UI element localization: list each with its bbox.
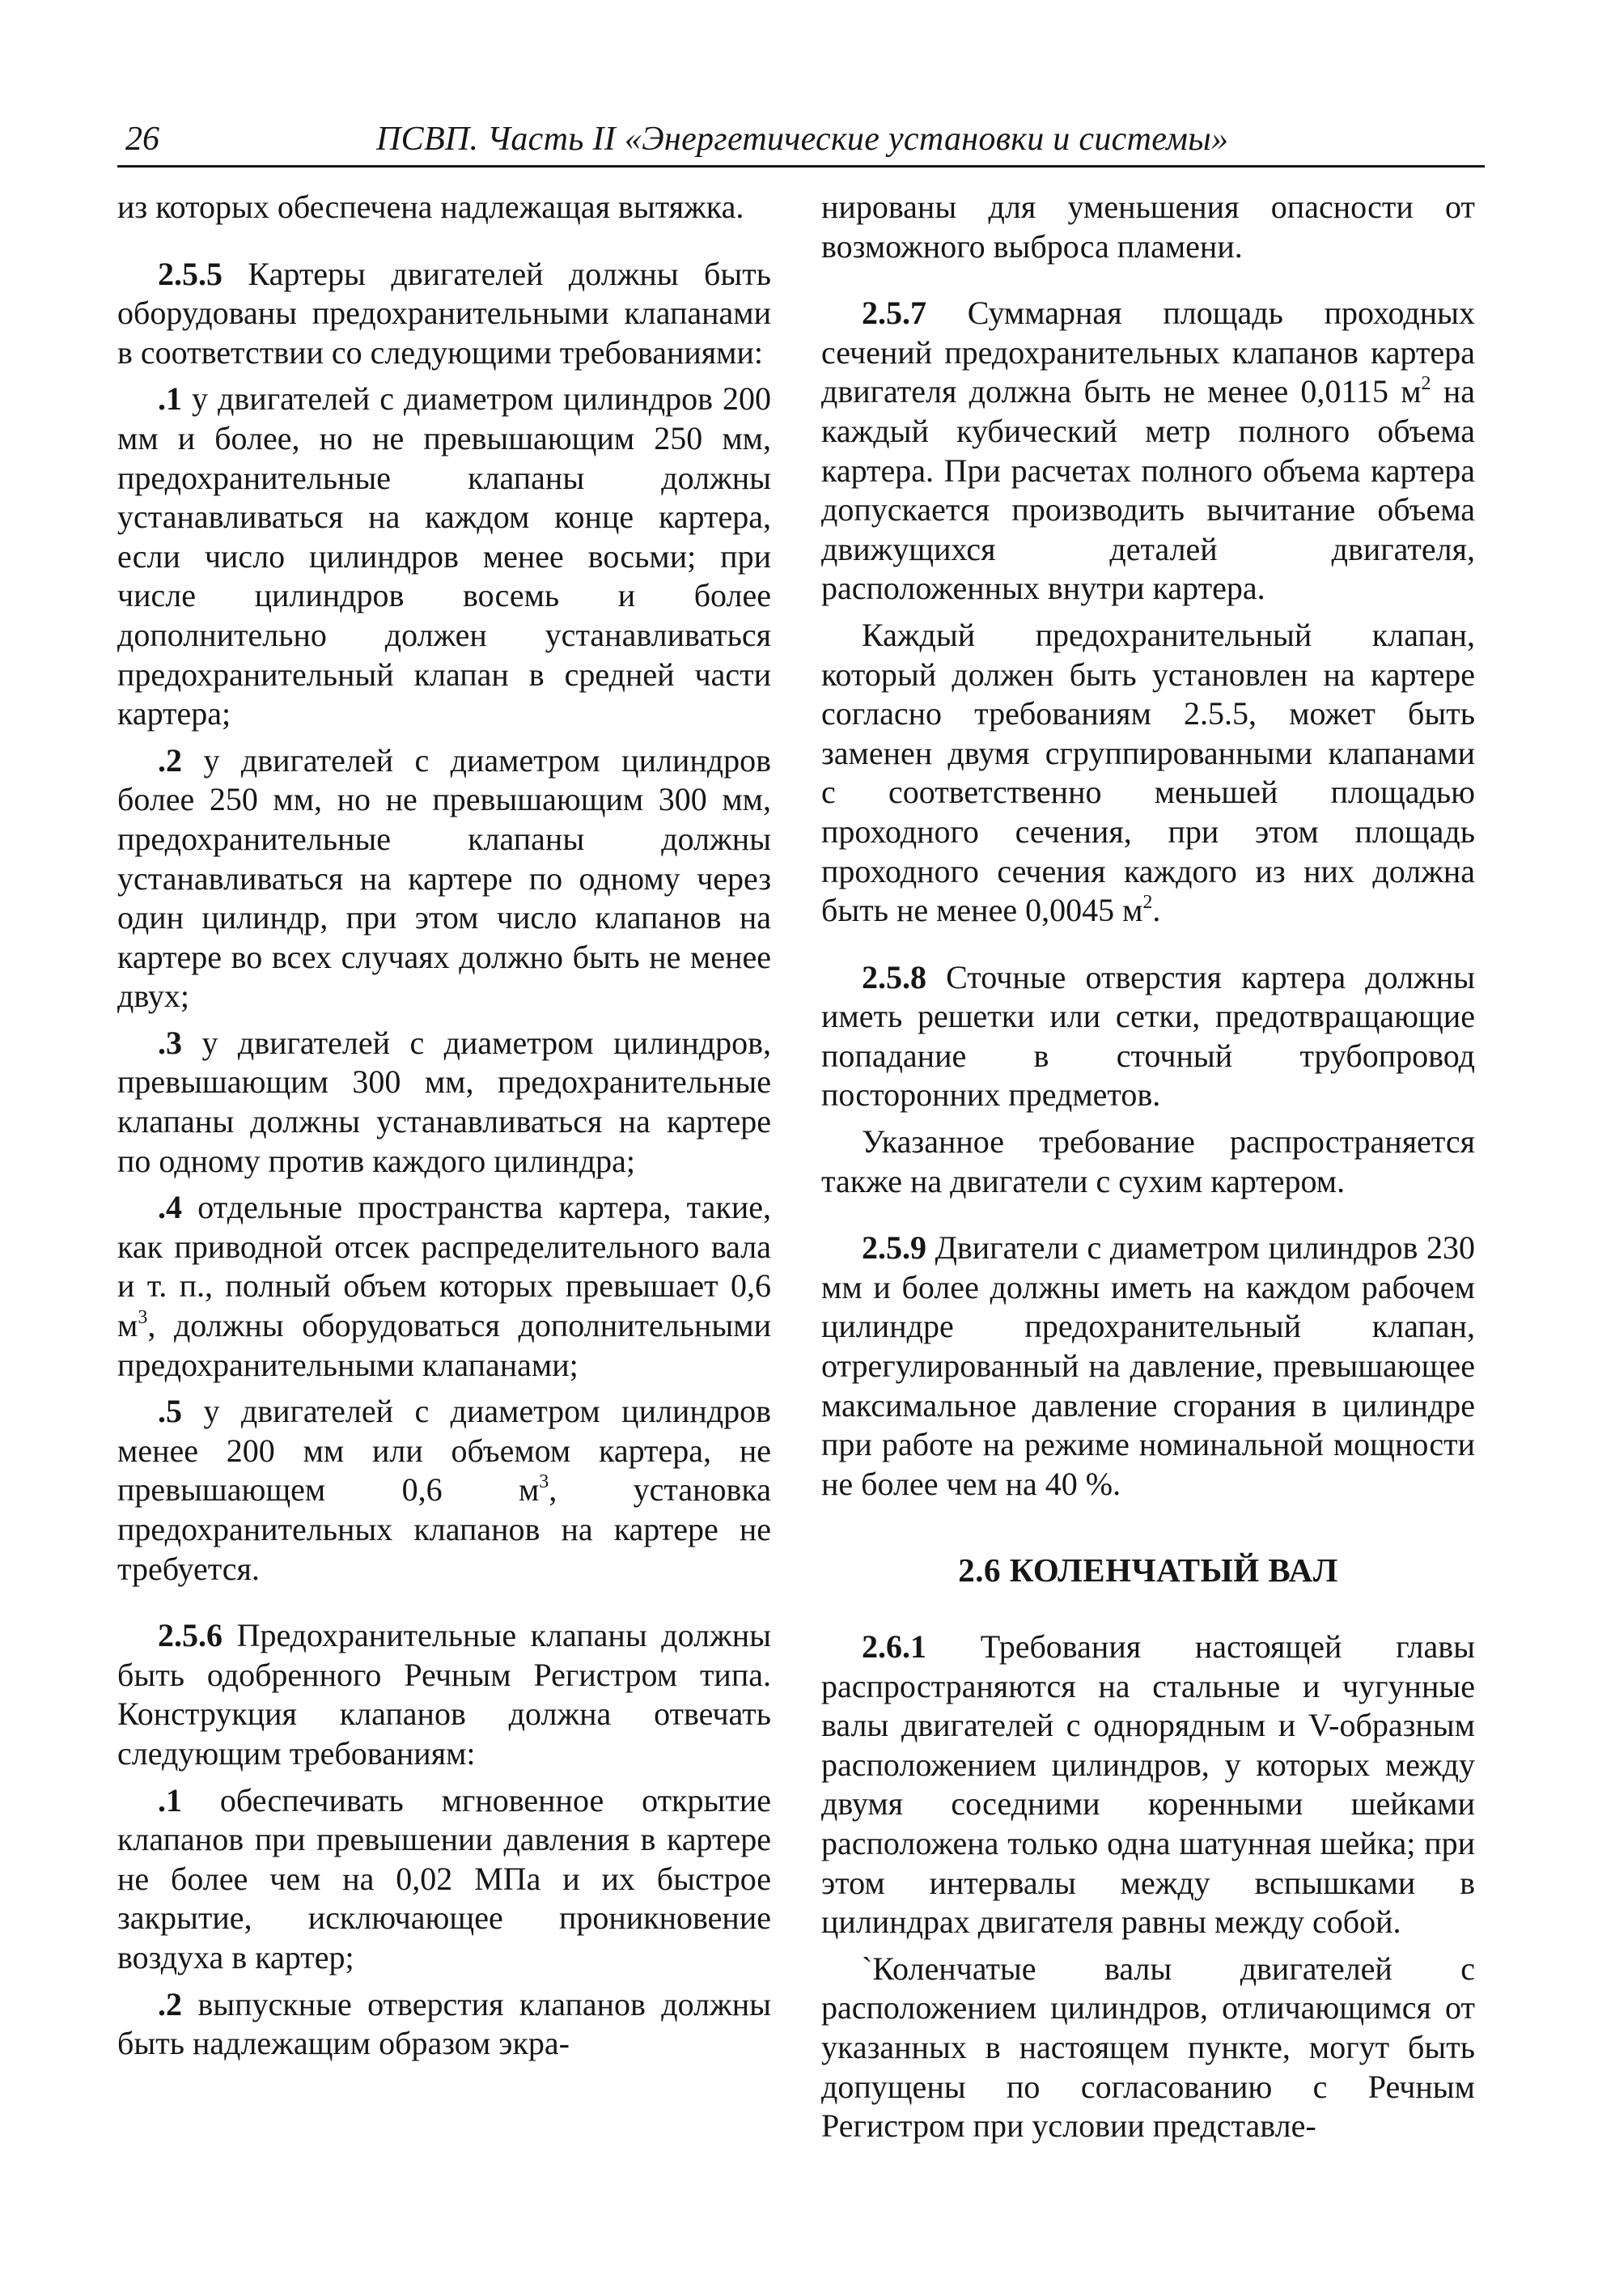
section-text: Предохранительные клапаны должны быть одобренного Речным Регистром типа. Конструкция клапанов должна отвечать следующим требованиям: xyxy=(117,1617,771,1772)
list-item-4 xyxy=(117,1188,771,1385)
superscript: 3 xyxy=(539,1471,549,1493)
list-item-text: , установка предохранительных клапанов на картере не требуется. xyxy=(117,1471,771,1587)
list-item-text: , должны оборудоваться дополнительными предохранительными клапанами; xyxy=(117,1307,771,1383)
section-text: Двигатели с диаметром цилиндров 230 мм и более должны иметь на каждом рабочем цилиндре предохранительный клапан, отрегулированный на давление, превышающее максимальное давление сгорания в цилиндре при работе на режиме номинальной мощности не более чем на 40 %. xyxy=(821,1229,1475,1502)
list-item-number: .1 xyxy=(158,380,182,418)
paragraph-text: Каждый предохранительный клапан, который должен быть установлен на картере согласно требованиям 2.5.5, может быть заменен двумя сгруппированными клапанами с соответственно меньшей площадью проходного сечения, при этом площадь проходного сечения каждого из них должна быть не менее 0,0045 м xyxy=(821,616,1475,929)
section-2-6-1 xyxy=(821,1628,1475,1942)
list-item-2 xyxy=(117,1985,771,2064)
list-item-text: выпускные отверстия клапанов должны быть надлежащим образом экра- xyxy=(117,1985,771,2062)
list-item-1 xyxy=(117,1781,771,1978)
list-item-number: .3 xyxy=(158,1024,182,1061)
section-number: 2.6.1 xyxy=(862,1628,926,1665)
list-item-text: у двигателей с диаметром цилиндров более 250 мм, но не превышающим 300 мм, предохранительные клапаны должны устанавливаться на картере по одному через один цилиндр, при этом число клапанов на картере во всех случаях должно быть не менее двух; xyxy=(117,741,771,1015)
section-text: на каждый кубический метр полного объема картера. При расчетах полного объема картера допускается производить вычитание объема движущихся деталей двигателя, расположенных внутри картера. xyxy=(821,373,1475,607)
list-item-number: .1 xyxy=(158,1781,182,1819)
page-number: 26 xyxy=(125,121,159,158)
section-text: Требования настоящей главы распространяются на стальные и чугунные валы двигателей с однорядным и V-образным расположением цилиндров, у которых между двумя соседними коренными шейками расположена только одна шатунная шейка; при этом интервалы между вспышками в цилиндрах двигателя равны между собой. xyxy=(821,1628,1475,1941)
list-item-number: .5 xyxy=(158,1393,182,1430)
section-number: 2.5.5 xyxy=(158,255,223,292)
section-text: Сточные отверстия картера должны иметь решетки или сетки, предотвращающие попадание в сточный трубопровод посторонних предметов. xyxy=(821,958,1475,1114)
section-number: 2.5.7 xyxy=(862,295,926,332)
list-item-1 xyxy=(117,380,771,733)
page-header xyxy=(117,120,1485,168)
section-2-5-8 xyxy=(821,958,1475,1115)
section-2-5-5 xyxy=(117,255,771,373)
running-title: ПСВП. Часть II «Энергетические установки и системы» xyxy=(376,121,1229,158)
superscript: 3 xyxy=(138,1307,148,1329)
section-2-5-6 xyxy=(117,1616,771,1773)
paragraph: `Коленчатые валы двигателей с расположением цилиндров, отличающимся от указанных в настоящем пункте, могут быть допущены по согласованию с Речным Регистром при условии представле- xyxy=(821,1950,1475,2145)
section-number: 2.5.8 xyxy=(862,958,926,995)
section-2-5-7 xyxy=(821,294,1475,609)
list-item-text: обеспечивать мгновенное открытие клапанов при превышении давления в картере не более чем на 0,02 МПа и их быстрое закрытие, исключающее проникновение воздуха в картер; xyxy=(117,1781,771,1976)
right-column xyxy=(821,188,1475,2146)
section-2-5-9 xyxy=(821,1229,1475,1504)
list-item-2 xyxy=(117,741,771,1016)
superscript: 2 xyxy=(1142,892,1153,914)
list-item-text: у двигателей с диаметром цилиндров менее 200 мм или объемом картера, не превышающем 0,6 м xyxy=(117,1393,771,1509)
list-item-number: .2 xyxy=(158,1985,182,2022)
paragraph: Указанное требование распространяется также на двигатели с сухим картером. xyxy=(821,1123,1475,1199)
paragraph-text: . xyxy=(1152,892,1161,929)
list-item-3 xyxy=(117,1024,771,1181)
list-item-text: у двигателей с диаметром цилиндров, превышающим 300 мм, предохранительные клапаны должны устанавливаться на картере по одному против каждого цилиндра; xyxy=(117,1024,771,1179)
section-number: 2.5.6 xyxy=(158,1617,223,1654)
superscript: 2 xyxy=(1421,373,1431,395)
list-item-number: .4 xyxy=(158,1189,182,1226)
list-item-5 xyxy=(117,1392,771,1589)
paragraph-continuation: нированы для уменьшения опасности от возможного выброса пламени. xyxy=(821,189,1475,265)
section-number: 2.5.9 xyxy=(862,1229,926,1267)
paragraph xyxy=(821,616,1475,931)
list-item-text: отдельные пространства картера, такие, как приводной отсек распределительного вала и т. п., полный объем которых превышает 0,6 м xyxy=(117,1189,771,1344)
section-text: Суммарная площадь проходных сечений предохранительных клапанов картера двигателя должна быть не менее 0,0115 м xyxy=(821,295,1475,410)
paragraph-continuation: из которых обеспечена надлежащая вытяжка. xyxy=(117,189,744,225)
list-item-text: у двигателей с диаметром цилиндров 200 мм и более, но не превышающим 250 мм, предохранительные клапаны должны устанавливаться на каждом конце картера, если число цилиндров менее восьми; при числе цилиндров восемь и более дополнительно должен устанавливаться предохранительный клапан в средней части картера; xyxy=(117,380,771,732)
section-heading: 2.6 КОЛЕНЧАТЫЙ ВАЛ xyxy=(958,1551,1338,1589)
section-text: Картеры двигателей должны быть оборудованы предохранительными клапанами в соответствии со следующими требованиями: xyxy=(117,255,771,371)
list-item-number: .2 xyxy=(158,741,182,779)
left-column xyxy=(117,188,771,2064)
